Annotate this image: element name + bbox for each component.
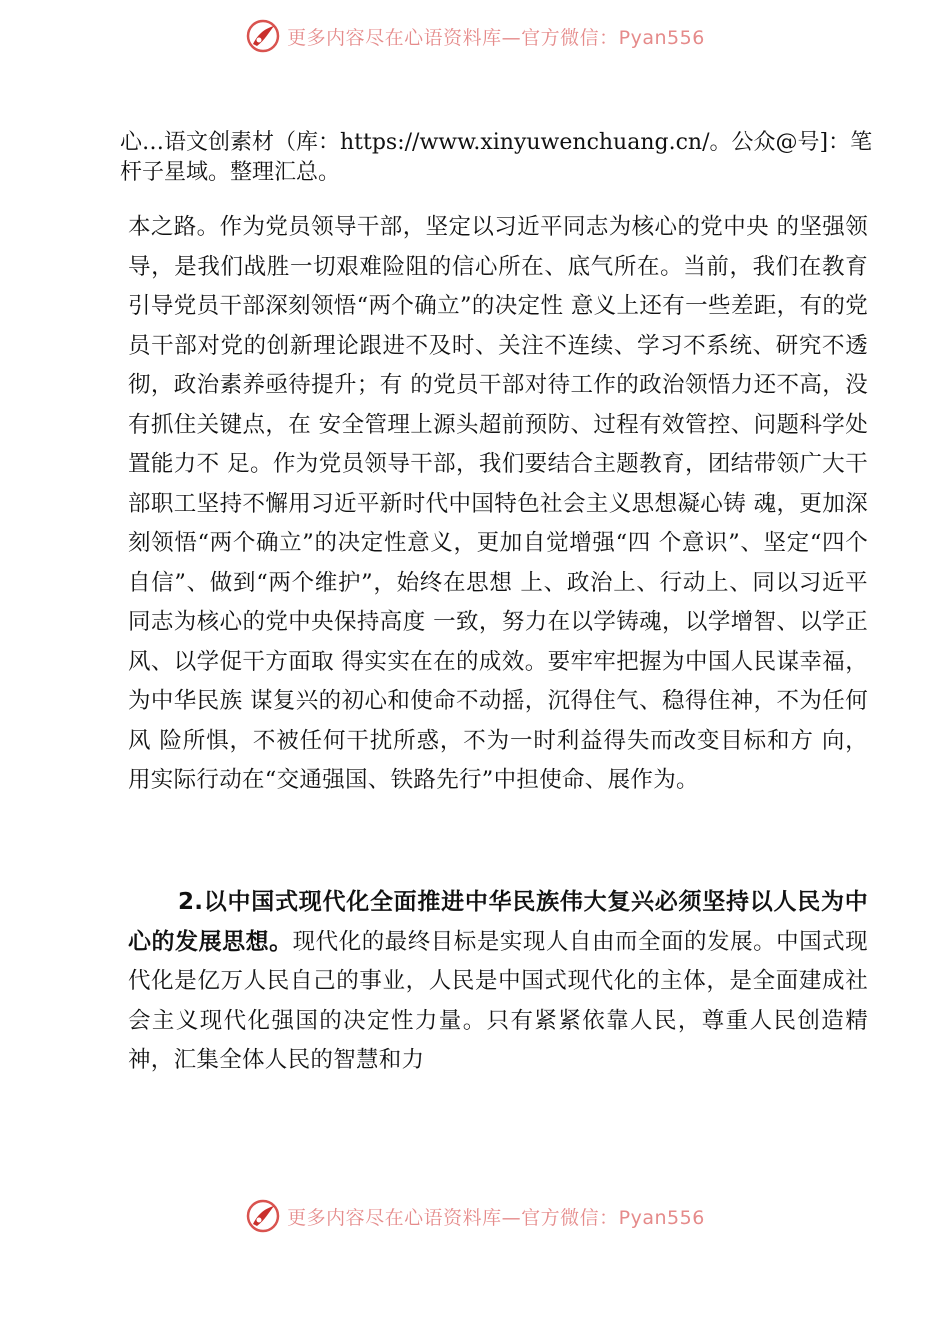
section-heading: 2.以中国式现代化全面推进中华民族伟大复兴必须坚持以人民为中心的发展思想。: [128, 889, 868, 955]
source-note: 心…语文创素材（库：https://www.xinyuwenchuang.cn/。公众@号]：笔杆子星域。整理汇总。: [120, 130, 873, 185]
body-paragraph-2: [128, 883, 868, 1081]
body-paragraph-1: 本之路。作为党员领导干部，坚定以习近平同志为核心的党中央 的坚强领导，是我们战胜一切艰难险阻的信心所在、底气所在。当前，我们在教育引导党员干部深刻领悟“两个确立”的决定性 意义上还有一些差距，有的党员干部对党的创新理论跟进不及时、关注不连续、学习不系统、研究不透彻，政治素养亟待提升；有 的党员干部对待工作的政治领悟力还不高，没有抓住关键点，在 安全管理上源头超前预防、过程有效管控、问题科学处置能力不 足。作为党员领导干部，我们要结合主题教育，团结带领广大干 部职工坚持不懈用习近平新时代中国特色社会主义思想凝心铸 魂，更加深刻领悟“两个确立”的决定性意义，更加自觉增强“四 个意识”、坚定“四个自信”、做到“两个维护”，始终在思想 上、政治上、行动上、同以习近平同志为核心的党中央保持高度 一致，努力在以学铸魂，以学增智、以学正风、以学促干方面取 得实实在在的成效。要牢牢把握为中国人民谋幸福，为中华民族 谋复兴的初心和使命不动摇，沉得住气、稳得住神，不为任何风 险所惧，不被任何干扰所惑，不为一时利益得失而改变目标和方 向，用实际行动在“交通强国、铁路先行”中担使命、展作为。: [128, 214, 868, 793]
footer-banner-text: 更多内容尽在心语资料库—官方微信：Pyan556: [287, 1206, 705, 1229]
body-paragraph-2-text: 现代化的最终目标是实现人自由而全面的发展。中国式现代化是亿万人民自己的事业，人民是中国式现代化的主体，是全面建成社会主义现代化强国的决定性力量。只有紧紧依靠人民，尊重人民创造精神，汇集全体人民的智慧和力: [128, 928, 868, 1073]
ink-brush-logo-icon: [245, 18, 281, 54]
footer-banner: [0, 1194, 950, 1238]
ink-brush-logo-icon: [245, 1198, 281, 1234]
header-banner-text: 更多内容尽在心语资料库—官方微信：Pyan556: [287, 26, 705, 49]
header-banner: [0, 14, 950, 58]
